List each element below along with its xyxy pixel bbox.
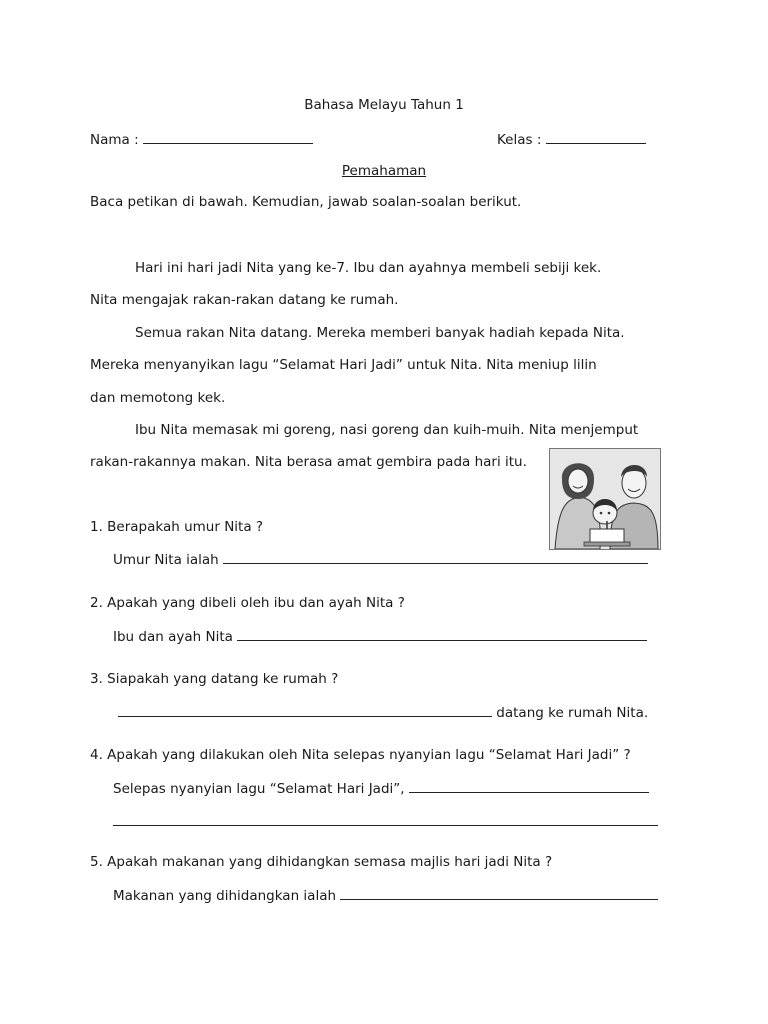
- answer-1-prompt: Umur Nita ialah: [113, 552, 219, 568]
- passage-line: Hari ini hari jadi Nita yang ke-7. Ibu dan ayahnya membeli sebiji kek.: [135, 260, 602, 276]
- birthday-family-illustration: [550, 449, 660, 549]
- passage-line: Ibu Nita memasak mi goreng, nasi goreng dan kuih-muih. Nita menjemput: [135, 422, 639, 438]
- question-2: 2. Apakah yang dibeli oleh ibu dan ayah Nita ?: [90, 595, 405, 611]
- nama-blank[interactable]: [143, 130, 313, 144]
- answer-2-blank[interactable]: [237, 627, 647, 641]
- answer-4: [113, 779, 649, 798]
- kelas-label: Kelas :: [497, 132, 542, 148]
- question-3: 3. Siapakah yang datang ke rumah ?: [90, 671, 339, 687]
- question-4: 4. Apakah yang dilakukan oleh Nita selepas nyanyian lagu “Selamat Hari Jadi” ?: [90, 747, 631, 763]
- passage-line: dan memotong kek.: [90, 390, 226, 406]
- question-1: 1. Berapakah umur Nita ?: [90, 519, 264, 535]
- answer-1-blank[interactable]: [223, 550, 648, 564]
- answer-1: [113, 550, 648, 569]
- nama-field: [90, 130, 313, 149]
- answer-4-blank-line-2[interactable]: [113, 812, 658, 826]
- answer-4-prompt: Selepas nyanyian lagu “Selamat Hari Jadi”,: [113, 781, 405, 797]
- section-title: [0, 162, 768, 180]
- kelas-field: [497, 130, 646, 149]
- birthday-family-picture: [549, 448, 661, 550]
- answer-4-blank[interactable]: [409, 779, 649, 793]
- passage-line: Semua rakan Nita datang. Mereka memberi banyak hadiah kepada Nita.: [135, 325, 625, 341]
- passage-line: Mereka menyanyikan lagu “Selamat Hari Jadi” untuk Nita. Nita meniup lilin: [90, 357, 597, 373]
- answer-5-prompt: Makanan yang dihidangkan ialah: [113, 888, 337, 904]
- instruction: Baca petikan di bawah. Kemudian, jawab soalan-soalan berikut.: [90, 194, 522, 210]
- passage-line: rakan-rakannya makan. Nita berasa amat gembira pada hari itu.: [90, 454, 527, 470]
- answer-3-suffix: datang ke rumah Nita.: [496, 705, 649, 721]
- answer-3-blank[interactable]: [118, 703, 492, 717]
- passage-line: Nita mengajak rakan-rakan datang ke rumah.: [90, 292, 399, 308]
- answer-4-continued: [113, 812, 658, 831]
- nama-label: Nama :: [90, 132, 139, 148]
- kelas-blank[interactable]: [546, 130, 646, 144]
- question-5: 5. Apakah makanan yang dihidangkan semasa majlis hari jadi Nita ?: [90, 854, 553, 870]
- answer-5: [113, 886, 658, 905]
- answer-2: [113, 627, 647, 646]
- section-title-text: Pemahaman: [341, 163, 427, 179]
- answer-3: [118, 703, 648, 722]
- worksheet-title: Bahasa Melayu Tahun 1: [304, 97, 464, 113]
- answer-2-prompt: Ibu dan ayah Nita: [113, 629, 233, 645]
- answer-5-blank[interactable]: [340, 886, 658, 900]
